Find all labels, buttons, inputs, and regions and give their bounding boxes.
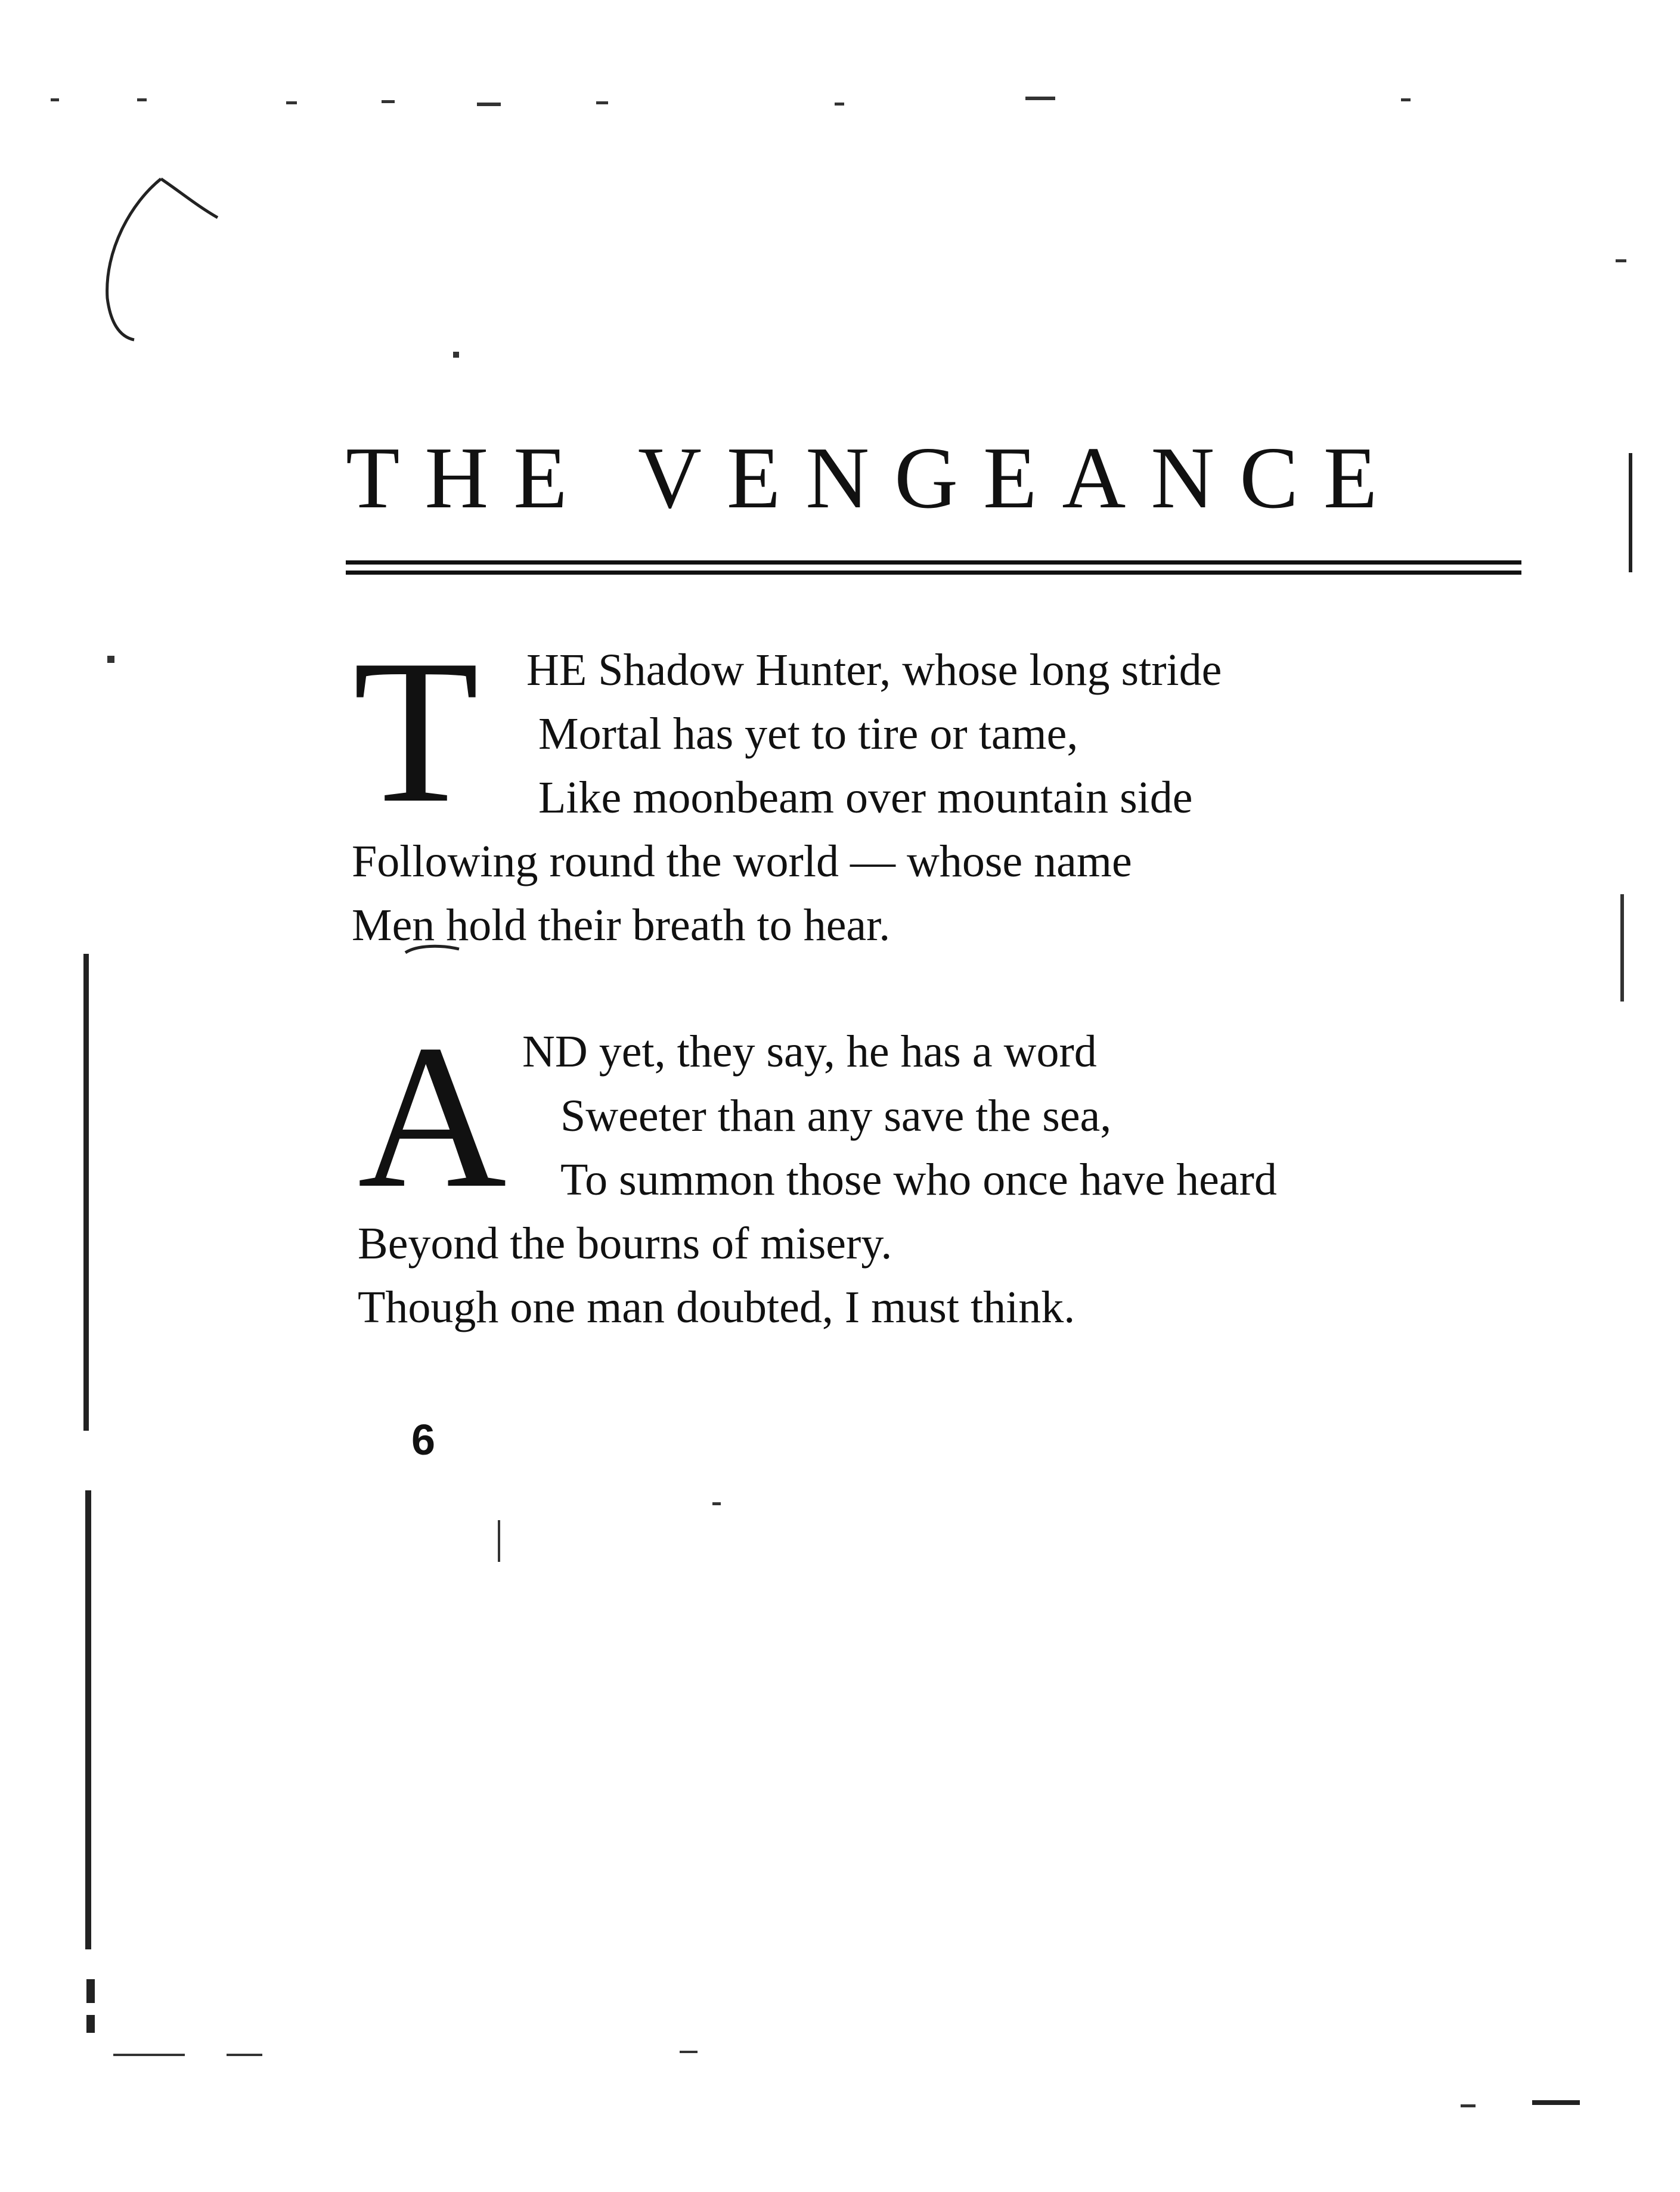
drop-cap-initial: A: [358, 1002, 507, 1230]
poem-line: HE Shadow Hunter, whose long stride: [526, 645, 1222, 695]
poem-title: THE VENGEANCE: [346, 429, 1403, 527]
title-rule-upper: [346, 560, 1521, 565]
poem-line: Following round the world — whose name: [352, 836, 1132, 886]
poem-line: ND yet, they say, he has a word: [522, 1027, 1097, 1077]
drop-cap-initial: T: [353, 617, 479, 845]
page-number: 6: [411, 1416, 436, 1464]
poem-line: Though one man doubted, I must think.: [358, 1282, 1075, 1332]
poem-line: To summon those who once have heard: [560, 1155, 1277, 1205]
poem-line: Like moonbeam over mountain side: [538, 773, 1193, 823]
title-rule-lower: [346, 571, 1521, 575]
poem-line: Mortal has yet to tire or tame,: [538, 709, 1078, 759]
poem-line: Beyond the bourns of misery.: [358, 1219, 892, 1269]
poem-line: Men hold their breath to hear.: [352, 900, 891, 950]
poem-line: Sweeter than any save the sea,: [560, 1091, 1112, 1141]
